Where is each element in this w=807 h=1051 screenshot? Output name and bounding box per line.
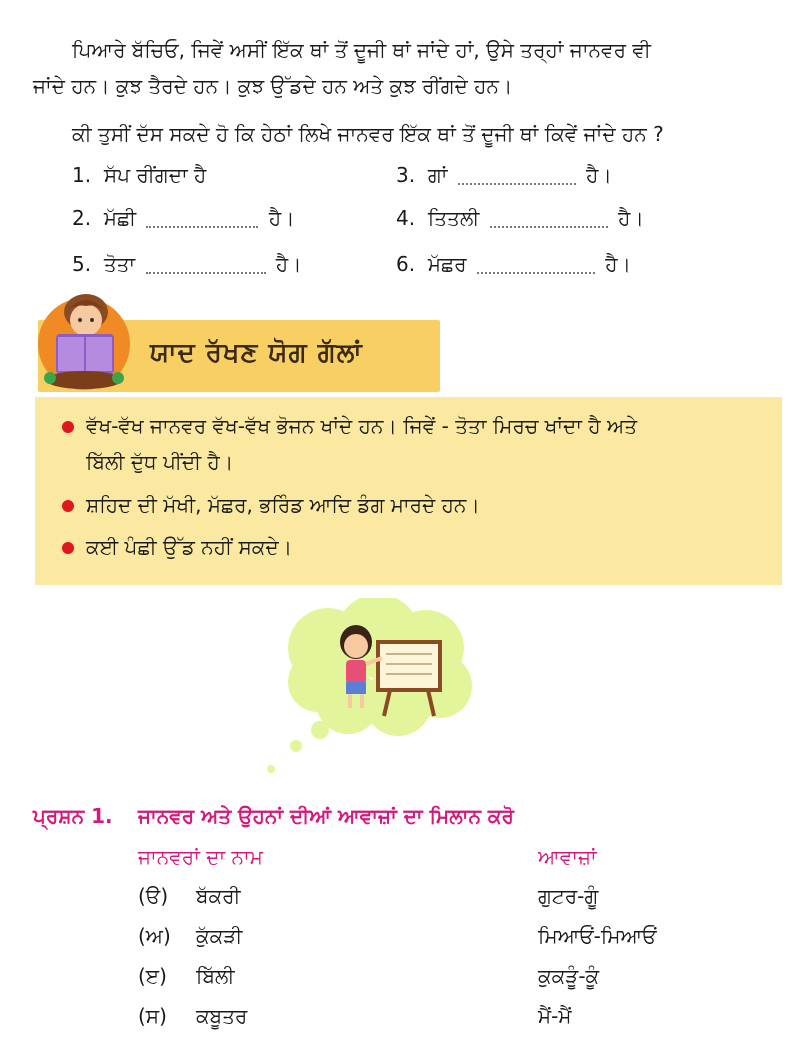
- match-sound[interactable]: ਕੁਕੜੂੰ-ਕੂੰ: [538, 964, 600, 988]
- match-animal[interactable]: ਕਬੂਤਰ: [196, 1004, 248, 1028]
- intro-line-2: ਜਾਂਦੇ ਹਨ। ਕੁਝ ਤੈਰਦੇ ਹਨ। ਕੁਝ ਉੱਡਦੇ ਹਨ ਅਤੇ ਕੁਝ ਰੀਂਗਦੇ ਹਨ।: [33, 74, 513, 98]
- match-sound[interactable]: ਗੁਟਰ-ਗੂੰ: [538, 884, 599, 908]
- item-suffix: ਹੈ।: [605, 252, 631, 276]
- match-marker: (ੳ): [138, 884, 169, 908]
- note-line: ਸ਼ਹਿਦ ਦੀ ਮੱਖੀ, ਮੱਛਰ, ਭਰਿੰਡ ਆਦਿ ਡੰਗ ਮਾਰਦੇ ਹਨ।: [86, 493, 480, 517]
- match-animal[interactable]: ਬਿੱਲੀ: [196, 964, 235, 988]
- exercise-item: [396, 206, 644, 230]
- item-number: 2.: [72, 206, 92, 230]
- answer-blank[interactable]: [477, 258, 595, 274]
- thought-cloud-illustration: [258, 598, 488, 778]
- exercise-item: [396, 252, 631, 276]
- bullet-icon: [62, 421, 74, 433]
- answer-blank[interactable]: [146, 212, 258, 228]
- match-sound[interactable]: ਮੈਂ-ਮੈਂ: [538, 1004, 572, 1028]
- item-suffix: ਹੈ।: [618, 206, 644, 230]
- match-marker: (ਸ): [138, 1004, 167, 1028]
- column-header-animals: ਜਾਨਵਰਾਂ ਦਾ ਨਾਮ: [138, 845, 263, 869]
- exercise-item: [396, 163, 612, 187]
- match-animal[interactable]: ਬੱਕਰੀ: [196, 884, 241, 908]
- bullet-icon: [62, 542, 74, 554]
- answer-blank[interactable]: [458, 169, 576, 185]
- item-text: ਮੱਛਰ: [427, 252, 467, 276]
- item-number: 6.: [396, 252, 416, 276]
- item-text: ਤਿਤਲੀ: [427, 206, 480, 230]
- column-header-sounds: ਆਵਾਜ਼ਾਂ: [538, 845, 597, 869]
- item-text: ਤੋਤਾ: [103, 252, 136, 276]
- exercise-item: [72, 163, 206, 187]
- item-text: ਗਾਂ: [427, 163, 448, 187]
- intro-line-1: ਪਿਆਰੇ ਬੱਚਿਓ, ਜਿਵੇਂ ਅਸੀਂ ਇੱਕ ਥਾਂ ਤੋਂ ਦੂਜੀ ਥਾਂ ਜਾਂਦੇ ਹਾਂ, ਉਸੇ ਤਰ੍ਹਾਂ ਜਾਨਵਰ ਵੀ: [72, 38, 651, 62]
- remember-title: ਯਾਦ ਰੱਖਣ ਯੋਗ ਗੱਲਾਂ: [150, 338, 363, 368]
- note-line: ਵੱਖ-ਵੱਖ ਜਾਨਵਰ ਵੱਖ-ਵੱਖ ਭੋਜਨ ਖਾਂਦੇ ਹਨ। ਜਿਵੇਂ - ਤੋਤਾ ਮਿਰਚ ਖਾਂਦਾ ਹੈ ਅਤੇ: [86, 414, 637, 438]
- match-marker: (ਅ): [138, 924, 171, 948]
- question-text: ਜਾਨਵਰ ਅਤੇ ਉਹਨਾਂ ਦੀਆਂ ਆਵਾਜ਼ਾਂ ਦਾ ਮਿਲਾਨ ਕਰੋ: [138, 804, 514, 828]
- exercise-item: [72, 206, 295, 230]
- item-number: 4.: [396, 206, 416, 230]
- item-number: 1.: [72, 163, 92, 187]
- match-marker: (ੲ): [138, 964, 167, 988]
- item-text: ਮੱਛੀ: [103, 206, 137, 230]
- match-animal[interactable]: ਕੁੱਕੜੀ: [196, 924, 243, 948]
- item-text: ਸੱਪ ਰੀਂਗਦਾ ਹੈ: [103, 163, 207, 187]
- item-suffix: ਹੈ।: [586, 163, 612, 187]
- item-number: 3.: [396, 163, 416, 187]
- item-suffix: ਹੈ।: [268, 206, 295, 230]
- match-sound[interactable]: ਮਿਆਓਂ-ਮਿਆਓਂ: [538, 924, 657, 948]
- reading-boy-illustration: [28, 282, 140, 394]
- answer-blank[interactable]: [490, 212, 608, 228]
- item-suffix: ਹੈ।: [275, 252, 302, 276]
- note-line: ਕਈ ਪੰਛੀ ਉੱਡ ਨਹੀਂ ਸਕਦੇ।: [86, 535, 293, 559]
- exercise-item: [72, 252, 302, 276]
- note-line: ਬਿੱਲੀ ਦੁੱਧ ਪੀਂਦੀ ਹੈ।: [86, 450, 234, 474]
- item-number: 5.: [72, 252, 92, 276]
- intro-question: ਕੀ ਤੁਸੀਂ ਦੱਸ ਸਕਦੇ ਹੋ ਕਿ ਹੇਠਾਂ ਲਿਖੇ ਜਾਨਵਰ ਇੱਕ ਥਾਂ ਤੋਂ ਦੂਜੀ ਥਾਂ ਕਿਵੇਂ ਜਾਂਦੇ ਹਨ ?: [72, 122, 664, 146]
- bullet-icon: [62, 500, 74, 512]
- question-label: ਪ੍ਰਸ਼ਨ 1.: [33, 804, 113, 828]
- answer-blank[interactable]: [146, 258, 266, 274]
